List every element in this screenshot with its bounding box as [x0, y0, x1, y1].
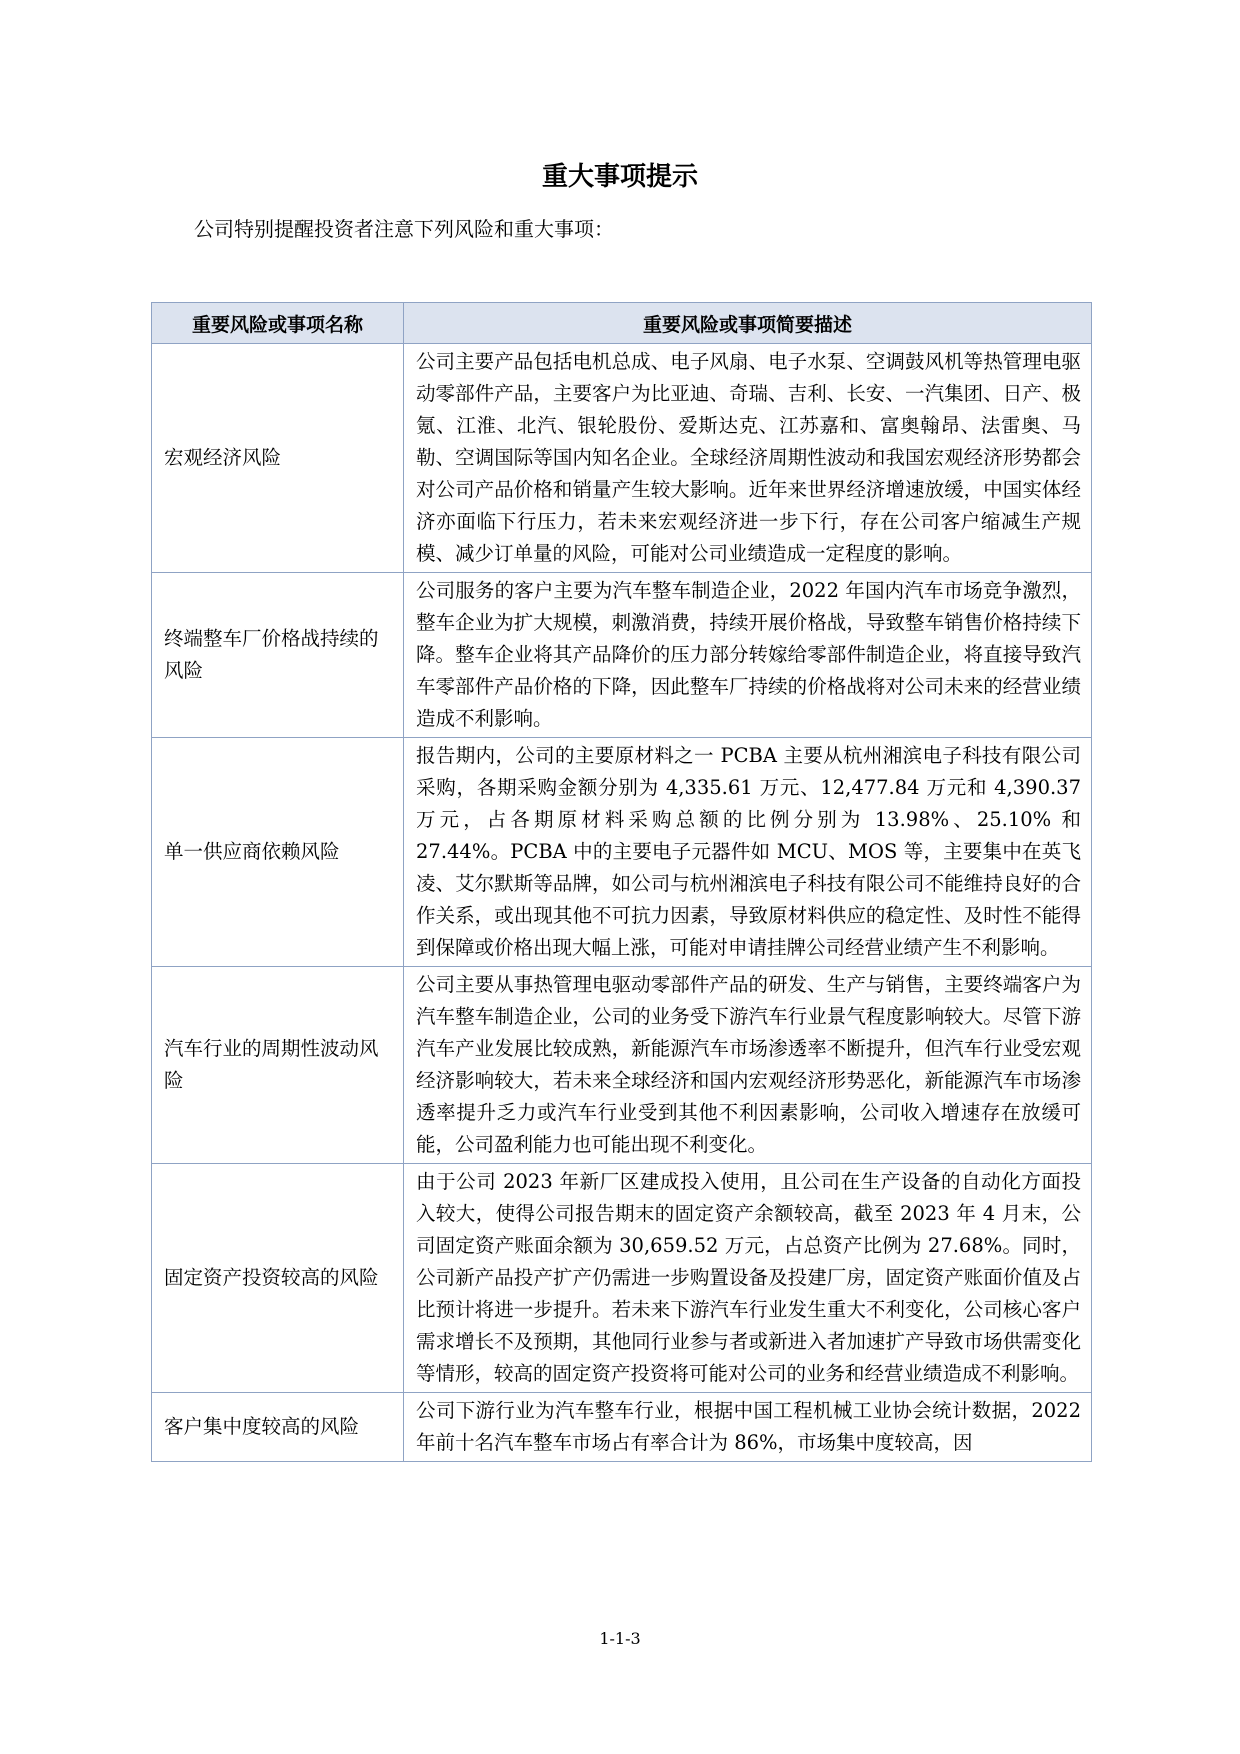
- table-row: [152, 738, 1092, 967]
- page-title: 重大事项提示: [541, 162, 698, 192]
- table-row: [152, 1393, 1092, 1462]
- risk-name: 单一供应商依赖风险: [152, 738, 404, 967]
- table-row: [152, 344, 1092, 573]
- intro-text: 公司特别提醒投资者注意下列风险和重大事项：: [194, 217, 614, 241]
- risk-name: 客户集中度较高的风险: [152, 1393, 404, 1462]
- risk-description: 公司下游行业为汽车整车行业，根据中国工程机械工业协会统计数据，2022 年前十名汽车整车市场占有率合计为 86%，市场集中度较高，因: [404, 1393, 1092, 1462]
- table-row: [152, 967, 1092, 1164]
- risk-description: 公司主要产品包括电机总成、电子风扇、电子水泵、空调鼓风机等热管理电驱动零部件产品，主要客户为比亚迪、奇瑞、吉利、长安、一汽集团、日产、极氪、江淮、北汽、银轮股份、爱斯达克、江苏嘉和、富奥翰昂、法雷奥、马勒、空调国际等国内知名企业。全球经济周期性波动和我国宏观经济形势都会对公司产品价格和销量产生较大影响。近年来世界经济增速放缓，中国实体经济亦面临下行压力，若未来宏观经济进一步下行，存在公司客户缩减生产规模、减少订单量的风险，可能对公司业绩造成一定程度的影响。: [404, 344, 1092, 573]
- header-risk-name: 重要风险或事项名称: [152, 303, 404, 344]
- table-row: [152, 1164, 1092, 1393]
- risk-name: 固定资产投资较高的风险: [152, 1164, 404, 1393]
- table-header-row: [152, 303, 1092, 344]
- risk-name: 汽车行业的周期性波动风险: [152, 967, 404, 1164]
- page-number: 1-1-3: [599, 1629, 641, 1648]
- risk-table: [151, 302, 1092, 1462]
- risk-description: 报告期内，公司的主要原材料之一 PCBA 主要从杭州湘滨电子科技有限公司采购，各期采购金额分别为 4,335.61 万元、12,477.84 万元和 4,390.37 万元，占各期原材料采购总额的比例分别为 13.98%、25.10% 和 27.44%。PCBA 中的主要电子元器件如 MCU、MOS 等，主要集中在英飞凌、艾尔默斯等品牌，如公司与杭州湘滨电子科技有限公司不能维持良好的合作关系，或出现其他不可抗力因素，导致原材料供应的稳定性、及时性不能得到保障或价格出现大幅上涨，可能对申请挂牌公司经营业绩产生不利影响。: [404, 738, 1092, 967]
- risk-description: 公司主要从事热管理电驱动零部件产品的研发、生产与销售，主要终端客户为汽车整车制造企业，公司的业务受下游汽车行业景气程度影响较大。尽管下游汽车产业发展比较成熟，新能源汽车市场渗透率不断提升，但汽车行业受宏观经济影响较大，若未来全球经济和国内宏观经济形势恶化，新能源汽车市场渗透率提升乏力或汽车行业受到其他不利因素影响，公司收入增速存在放缓可能，公司盈利能力也可能出现不利变化。: [404, 967, 1092, 1164]
- risk-name: 终端整车厂价格战持续的风险: [152, 573, 404, 738]
- risk-description: 由于公司 2023 年新厂区建成投入使用，且公司在生产设备的自动化方面投入较大，使得公司报告期末的固定资产余额较高，截至 2023 年 4 月末，公司固定资产账面余额为 30,659.52 万元，占总资产比例为 27.68%。同时，公司新产品投产扩产仍需进一步购置设备及投建厂房，固定资产账面价值及占比预计将进一步提升。若未来下游汽车行业发生重大不利变化，公司核心客户需求增长不及预期，其他同行业参与者或新进入者加速扩产导致市场供需变化等情形，较高的固定资产投资将可能对公司的业务和经营业绩造成不利影响。: [404, 1164, 1092, 1393]
- header-risk-description: 重要风险或事项简要描述: [404, 303, 1092, 344]
- risk-name: 宏观经济风险: [152, 344, 404, 573]
- table-row: [152, 573, 1092, 738]
- risk-description: 公司服务的客户主要为汽车整车制造企业，2022 年国内汽车市场竞争激烈，整车企业为扩大规模，刺激消费，持续开展价格战，导致整车销售价格持续下降。整车企业将其产品降价的压力部分转嫁给零部件制造企业，将直接导致汽车零部件产品价格的下降，因此整车厂持续的价格战将对公司未来的经营业绩造成不利影响。: [404, 573, 1092, 738]
